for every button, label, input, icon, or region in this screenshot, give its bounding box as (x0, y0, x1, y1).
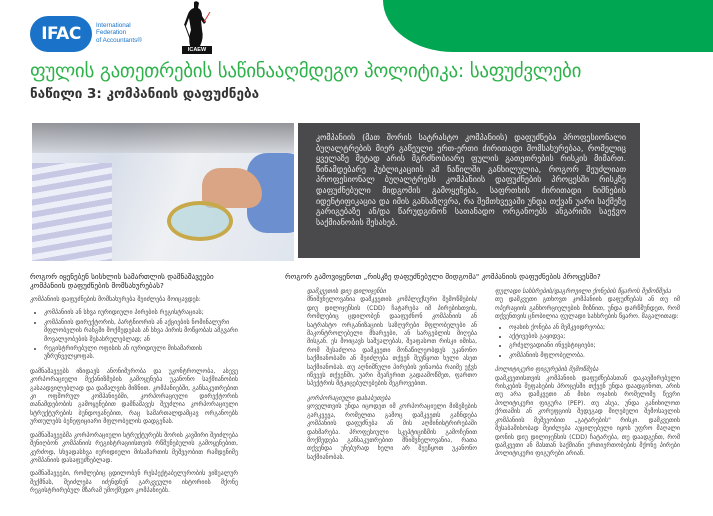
column-1-lead: კომპანიის დაფუძნების მომსახურება შეიძლება მოიცავდეს: (30, 296, 201, 303)
column-3 (495, 288, 680, 464)
list-item: • კომპანიის ან სხვა იურიდიული პირების რეგისტრაციას; (44, 309, 238, 317)
ifac-logo (30, 16, 150, 56)
list-item: • გრძელვადიანი ინვესტიციები; (509, 342, 680, 350)
magnifying-glass-icon (167, 201, 233, 241)
list-item: • კომპანიის დირექტორის, პარტნიორის ან აქციების ნომინალური მფლობელის რანგში მოქმედებას ან სხვა პირის მოწყობას ამგვარი მოვალეობების შესასრულებლად; ან (44, 319, 238, 344)
column-1-paragraph: დამნაშავეებმა კორპორაციული სტრუქტურებს შორის კავშირი შეიძლება შენიღბონ კომპანიის რეგისტრაციისთვის რწმუნებულის გამოყენებით, კერძოდ, სხვადასხვა იურიდიული მისამართის მეშვეობით რამდენიმე კომპანიის დასაფუძნებლად. (30, 431, 238, 464)
column-2-subhead: დამკვეთის დიუ დილიჯენსი (307, 288, 386, 295)
list-item: • ოჯახის ქონება ან მემკვიდრეობა; (509, 324, 680, 332)
column-3-paragraph: დამკვეთისთვის კომპანიის დაფუძნებასთან დაკავშირებული რისკების შეფასების პროცესში თქვენ უნდა დაადგინოთ, არის თუ არა დამკვეთი ან მისი ოჯახის რომელიმე წევრი პოლიტიკური ფიგურა (PEP). თუ ასეა, უნდა განიხილოთ ქრთამის ან კორუფციის შედეგად მიღებული შემოსავლის კომპანიის მეშვეობით „გატარების" რისკი. დამკვეთის შესაბამისობად შეიძლება აუცილებელი იყოს უფრო მაღალი დონის დიუ დილიჯენსის (CDD) ჩატარება, თუ დაადგენთ, რომ დამკვეთი ან მასთან საქმიანი ურთიერთობების მქონე პირები პოლიტიკური ფიგურები არიან. (495, 374, 680, 458)
column-1-heading: როგორ იყენებენ სისხლის სამართლის დამნაშავეები კომპანიის დაფუძნების მომსახურებას? (30, 272, 214, 290)
column-1-paragraph: დამნაშავეებს იზიდავს ანონიმურობა და უკონტროლობა, ასევე კორპორაციული მექანიზმების გამოყენება უკანონო საქმიანობის გასაადვილებლად და დამალვის მიზნით. კომპანიებში, განსაკუთრებით კი ოფშორულ კომპანიებში, კორპორაციული დირექტორის თანამდებობის გამოყენებით დამნაშავეს შეუძლია კორპორაციული სტრუქტურების ბუნდოვანებით, რაც სამართალდამცავ ორგანოებს ურთულებს ბენეფიციარი მფლობელის დადგენას. (30, 367, 238, 426)
list-item: • აქტივების გაყიდვა; (509, 333, 680, 341)
ifac-logo-mark: IFAC (30, 16, 92, 52)
column-3-paragraph: თუ დამკვეთი გთხოვთ კომპანიის დაფუძნებას ან თუ იმ ოპერაციის განხორციელების მიზნით, უნდა დარწმუნდეთ, რომ თქვენთვის ცნობილია ფულადი სახსრების წყარო. მაგალითად: (495, 296, 680, 321)
page-subtitle: ნაწილი 3: კომპანიის დაფუძნება (30, 86, 260, 102)
column-1-paragraph: დამნაშავეები, რომლებიც ცდილობენ რესპექტაბელურობის ვიზუალურ შექმნას, შეიძლება იძენდნენ გარკვეული ისტორიის მქონე რეგისტრირებულ მზარამ უმოქმედო კომპანიებს. (30, 470, 238, 495)
column-2-heading: როგორ გამოვიყენოთ „რისკზე დაფუძნებული მიდგომა" კომპანიის დაფუძნების პროცესში? (285, 272, 601, 281)
column-3-subhead: პოლიტიკური ფიგურების შემოწმება (495, 366, 599, 374)
column-2-paragraph: ყოველთვის უნდა იცოდეთ იმ კორპორაციული მიზეზების გარკვევა, რომელთა გამოც დამკვეთს გაჩნდება კომპანიის დაფუძნება ან მის აღმინისტრირებაში დახმარება. პროფესიული სკეპტიციზმის გამოჩენით მოქმედება განსაკუთრებით მნიშვნელოვანია, რათა თქვენდა უნებურად ხელი არ შეუწყოთ უკანონო საქმიანობას. (307, 403, 477, 461)
icaew-logo-label: ICAEW (182, 46, 212, 54)
column-3-bullets (495, 324, 680, 361)
intro-text: კომპანიის (მათ შორის სატრასტო კომპანიის) დაფუძნება პროფესიონალი ბუღალტრების მიერ გაწეული ერთ-ერთი ძირითადი მომსახურებაა, რომელიც ყველაზე მეტად არის მგრძნობიარე ფულის გათეთრების რისკის მიმართ. წინამდებარე პუბლიკაციის ამ ნაწილში განხილულია, როგორ შეუძლიათ პროფესიონალ ბუღალტრებს კომპანიის დაფუძნების პროცესში რისკზე დაფუძნებული მიდგომის გამოყენება, საფრთხის ძირითადი ნიშნების იდენტიფიკაცია და იმის განსაზღვრა, რა შემთხვევაში უნდა თქვან უარი საქმეზე გარიგებაზე ან/და წარუდგინონ სათანადო ორგანოებს ანგარიში საეჭვო საქმიანობის შესახებ. (316, 133, 626, 227)
column-2-subhead: კორპორაციული დასაბუთება (307, 394, 391, 402)
justice-figure-icon (180, 0, 220, 48)
column-1-bullets (30, 309, 238, 361)
column-3-subhead: ფულადი სახსრების/დაგროვილი ქონების წყაროს შემოწმება (495, 288, 672, 295)
ifac-tagline: International Federation of Accountants® (96, 22, 142, 44)
column-2-paragraph: მნიშვნელოვანია დამკვეთის კომპლექსური შემოწმების/დიუ დილიჯენსის (CDD) ჩატარება იმ პირებისთვის, რომლებიც ცდილობენ დააფუძნონ კომპანიის ან სატრასტო ორგანიზაციის საზღვრები მფლობელები ან მაკონტროლებელი მხარეები, ან სარგებლის მიღება მისგან. ეს მოიცავს საშუალებას, შეაფასოთ რისკი იმისა, რომ შესაძლოა დამკვეთი მონაწილეობდეს უკანონო საქმიანობაში ან შეიძლება თქვენ შეუწყოთ ხელი ასეთ საქმიანობას. თუ აღნიშნული პირების ვინაობა რაიმე ეჭვს იწვევს თქვენში, უარი შეაჩერით გადაამოწმეთ, ფართო სპექტრის მტკიცებულებების შეგროვებით. (307, 296, 477, 388)
intro-box (298, 123, 640, 258)
page-title: ფულის გათეთრების საწინააღმდეგო პოლიტიკა: საფუძვლები (30, 60, 582, 82)
paper-stack-image (32, 163, 112, 261)
column-1 (30, 272, 238, 501)
hero-photo-magnifying-glass (32, 123, 294, 261)
header-green-swoosh (383, 0, 713, 52)
list-item: • რეგისტრირებული ოფისის ან იურიდიული მისამართის უზრუნველყოფას. (44, 345, 238, 362)
column-2 (307, 288, 477, 467)
list-item: • კომპანიის მფლობელობა. (509, 352, 680, 360)
icaew-logo (180, 0, 220, 54)
